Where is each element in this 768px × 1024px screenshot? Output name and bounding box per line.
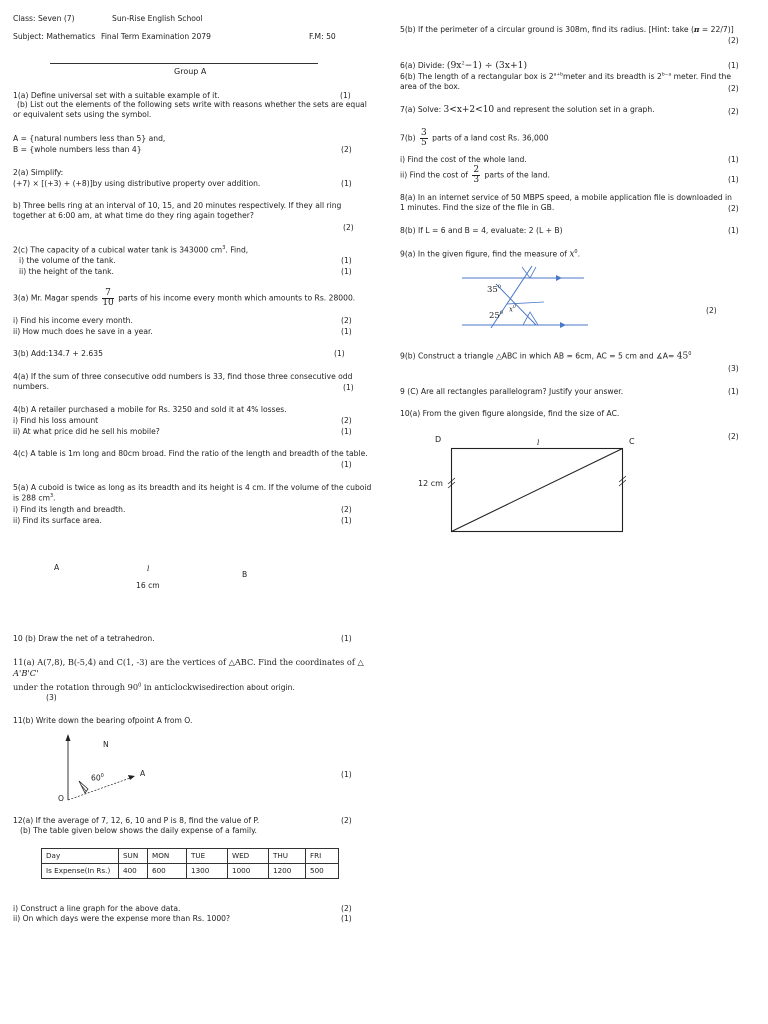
q4c-marks: (1) [341, 460, 352, 469]
table-cell: SUN [119, 849, 148, 864]
school-name: Sun-Rise English School [112, 14, 203, 23]
bearing-point-a: A [140, 769, 146, 778]
rect-label-l: l [537, 438, 540, 447]
table-cell: FRI [306, 849, 339, 864]
q5b-end: = 22/7)] [699, 25, 734, 34]
q7b-post: parts of a land cost Rs. 36,000 [432, 133, 549, 143]
q4b-i: i) Find his loss amount [13, 416, 99, 425]
q5b-pi: π [693, 25, 700, 34]
q5a-main: 5(a) A cuboid is twice as long as its breadth and its height is 4 cm. If the volume of the cuboid is 288 cm [13, 483, 372, 503]
q4b-ii-marks: (1) [341, 427, 352, 436]
table-cell: TUE [187, 849, 228, 864]
q12b-ii-marks: (1) [341, 914, 352, 923]
q7a-expression: 3<x+2<10 [443, 105, 495, 115]
q5a-i-marks: (2) [341, 505, 352, 514]
rect-label-c: C [629, 437, 635, 446]
q11a-line2: A'B'C' [13, 668, 39, 678]
fig9-angle-35 [487, 284, 501, 296]
q10a-text: 10(a) From the given figure alongside, find the size of AC. [400, 409, 620, 418]
q5a-sup: 3 [49, 492, 54, 499]
q3a-fraction [102, 289, 113, 308]
q7b-ii-marks: (1) [728, 175, 739, 184]
q4b-text: 4(b) A retailer purchased a mobile for Rs. 3250 and sold it at 4% losses. [13, 405, 287, 414]
bearing-angle-deg: 0 [100, 773, 104, 779]
bearing-angle-value: 60 [91, 773, 101, 783]
q1a-marks: (1) [340, 91, 351, 100]
table-row [42, 864, 339, 879]
q11a-line1: 11(a) A(7,8), B(-5,4) and C(1, -3) are the vertices of △ABC. Find the coordinates of △ [13, 657, 364, 667]
q7b-ii-den: 3 [473, 175, 480, 185]
q8a-text: 8(a) In an internet service of 50 MBPS speed, a mobile application file is downloaded in 1 minutes. Find the size of the file in GB. [400, 193, 732, 212]
q1b-text: (b) List out the elements of the following sets write with reasons whether the sets are equal or equivalent sets using the symbol. [13, 100, 367, 119]
q6a-marks: (1) [728, 61, 739, 70]
fig-label-a: A [54, 563, 60, 572]
fig-label-b: B [242, 570, 248, 579]
q4a-marks: (1) [343, 383, 354, 392]
q5b-marks: (2) [728, 36, 739, 45]
q7b-pre: 7(b) [400, 133, 416, 143]
q3a-pre: 3(a) Mr. Magar spends [13, 293, 98, 303]
q5a-end: . [53, 493, 56, 503]
q12b-ii: ii) On which days were the expense more than Rs. 1000? [13, 914, 231, 923]
q2c-i: i) the volume of the tank. [19, 256, 116, 265]
q2a-marks: (1) [341, 179, 352, 188]
q5a-i: i) Find its length and breadth. [13, 505, 126, 514]
q10b-marks: (1) [341, 634, 352, 643]
fig9-25-deg: 0 [499, 310, 504, 316]
set-b: B = {whole numbers less than 4} [13, 145, 142, 154]
q6b-text [400, 72, 750, 92]
q9b-deg: 0 [688, 351, 692, 357]
set-a: A = {natural numbers less than 5} and, [13, 134, 166, 143]
q2c-end: . Find, [225, 245, 249, 255]
fig9-x [509, 305, 516, 314]
header-divider [50, 63, 318, 64]
q7b-i-marks: (1) [728, 155, 739, 164]
subject-label: Subject: Mathematics [13, 32, 96, 41]
q6b-part2: meter and its breadth is 2 [562, 72, 662, 81]
q3a-den: 10 [102, 298, 114, 308]
q11a-direction: direction about origin. [210, 683, 295, 692]
q4c-text: 4(c) A table is 1m long and 80cm broad. Find the ratio of the length and breadth of the table. [13, 449, 368, 458]
q9a-end: . [577, 249, 581, 259]
q8a-marks: (2) [728, 204, 739, 213]
fig9-25-value: 25 [489, 310, 500, 321]
q5a-ii-marks: (1) [341, 516, 352, 525]
q8b-marks: (1) [728, 226, 739, 235]
q6b-part1: 6(b) The length of a rectangular box is 2 [400, 72, 554, 81]
table-cell: 600 [148, 864, 187, 879]
fig-label-16cm: 16 cm [136, 581, 160, 590]
bearing-figure [55, 733, 195, 813]
q2a-expression: (+7) × [(+3) + (+8)]by using distributive property over addition. [13, 179, 261, 188]
q7a-marks: (2) [728, 107, 739, 116]
q2c-main: 2(c) The capacity of a cubical water tank is 343000 cm [13, 245, 223, 255]
q3a-text [13, 289, 355, 308]
table-cell: WED [228, 849, 269, 864]
parallel-lines-figure [458, 262, 598, 332]
q3a-ii-marks: (1) [341, 327, 352, 336]
q9a-x: x [569, 249, 575, 260]
q9b-text [400, 351, 691, 363]
table-cell: Is Expense(In Rs.) [42, 864, 119, 879]
q5b-text [400, 25, 734, 35]
q12b-i: i) Construct a line graph for the above data. [13, 904, 181, 913]
q6a-expr-part2: −1) ÷ (3x+1) [464, 60, 528, 71]
full-marks: F.M: 50 [309, 32, 336, 41]
q7a-text [400, 105, 655, 117]
q3b-marks: (1) [334, 349, 345, 358]
class-label: Class: Seven (7) [13, 14, 75, 23]
q1b-marks: (2) [341, 145, 352, 154]
q7b-num: 3 [421, 128, 427, 138]
q6b-sup1: a+b [553, 72, 563, 78]
q2a-text: 2(a) Simplify: [13, 168, 64, 177]
table-cell: THU [269, 849, 306, 864]
q11a-deg: 0 [138, 682, 142, 689]
table-cell: 500 [306, 864, 339, 879]
bearing-origin-o: O [58, 794, 64, 803]
rectangle-figure [445, 440, 645, 540]
rect-label-12cm: 12 cm [418, 479, 443, 488]
q9a-deg: 0 [574, 249, 578, 255]
q3a-post: parts of his income every month which amounts to Rs. 28000. [118, 293, 356, 303]
q5b-main: 5(b) If the perimeter of a circular ground is 308m, find its radius. [Hint: take ( [400, 25, 694, 34]
q6a-expr-part1: (9x [446, 60, 462, 71]
q3a-i: i) Find his income every month. [13, 316, 133, 325]
q6a-text [400, 60, 527, 72]
expense-table [41, 848, 339, 879]
table-row [42, 849, 339, 864]
q10a-marks: (2) [728, 432, 739, 441]
fig9-x-value: x [509, 305, 513, 314]
q9a-text [400, 249, 580, 261]
q2c-ii: ii) the height of the tank. [19, 267, 114, 276]
fig9-x-deg: 0 [512, 305, 516, 310]
q12b-i-marks: (2) [341, 904, 352, 913]
q2c-sup: 3 [222, 245, 226, 251]
q3b-text: 3(b) Add:134.7 + 2.635 [13, 349, 103, 358]
fig9-35-deg: 0 [497, 284, 502, 290]
q6a-sup: 2 [461, 60, 465, 67]
fig-label-l: l [147, 564, 150, 573]
q9b-pre: 9(b) Construct a triangle △ABC in which AB = 6cm, AC = 5 cm and ∡A= [400, 351, 677, 361]
q6b-part3: meter. Find the area of the box. [400, 72, 732, 91]
q10b-text: 10 (b) Draw the net of a tetrahedron. [13, 634, 155, 643]
q3a-i-marks: (2) [341, 316, 352, 325]
q2b-text: b) Three bells ring at an interval of 10, 15, and 20 minutes respectively. If they all ring together at 6:00 am, at what time do they ring again together? [13, 201, 342, 220]
table-cell: 1300 [187, 864, 228, 879]
rect-label-d: D [435, 435, 442, 444]
q11b-text: 11(b) Write down the bearing ofpoint A from O. [13, 716, 193, 725]
q9a-pre: 9(a) In the given figure, find the measure of [400, 249, 570, 259]
q6b-sup2: b−a [661, 72, 672, 78]
q2c-ii-marks: (1) [341, 267, 352, 276]
q7b-i: i) Find the cost of the whole land. [400, 155, 527, 164]
fig9-35-value: 35 [487, 284, 498, 295]
q11b-marks: (1) [341, 770, 352, 779]
bearing-angle [91, 773, 104, 783]
q5a-ii: ii) Find its surface area. [13, 516, 102, 525]
q9a-marks: (2) [706, 306, 717, 315]
table-cell: 400 [119, 864, 148, 879]
q6b-marks: (2) [728, 84, 739, 93]
q4a-text: 4(a) If the sum of three consecutive odd numbers is 33, find those three consecutive odd numbers. [13, 372, 353, 391]
q1a-text: 1(a) Define universal set with a suitable example of it. [13, 91, 220, 100]
q12b-text: (b) The table given below shows the daily expense of a family. [20, 826, 257, 835]
q12a-text: 12(a) If the average of 7, 12, 6, 10 and P is 8, find the value of P. [13, 816, 260, 825]
q7b-ii [400, 166, 550, 185]
q7b-fraction [420, 129, 428, 148]
fig9-angle-25 [489, 310, 503, 322]
q11a-line3 [13, 682, 295, 693]
q7a-pre: 7(a) Solve: [400, 105, 444, 114]
group-heading: Group A [174, 67, 207, 76]
q2b-marks: (2) [343, 223, 354, 232]
q3a-ii: ii) How much does he save in a year. [13, 327, 153, 336]
q7b-den: 5 [421, 138, 427, 148]
q7b-text [400, 129, 549, 148]
q7b-ii-fraction [472, 166, 480, 185]
q12a-marks: (2) [341, 816, 352, 825]
table-cell: MON [148, 849, 187, 864]
q11a-anticlockwise: in anticlockwise [141, 682, 211, 692]
q9c-marks: (1) [728, 387, 739, 396]
q5a-text [13, 483, 373, 503]
q7b-ii-post: parts of the land. [484, 170, 550, 180]
q4b-i-marks: (2) [341, 416, 352, 425]
q9b-marks: (3) [728, 364, 739, 373]
table-cell: 1200 [269, 864, 306, 879]
bearing-n: N [103, 740, 109, 749]
q11a-marks: (3) [46, 693, 57, 702]
q2c-i-marks: (1) [341, 256, 352, 265]
exam-title: Final Term Examination 2079 [101, 32, 211, 41]
table-cell: 1000 [228, 864, 269, 879]
q9c-text: 9 (C) Are all rectangles parallelogram? Justify your answer. [400, 387, 624, 396]
q2c-text [13, 245, 248, 255]
q3a-num: 7 [102, 289, 113, 299]
q8b-text: 8(b) If L = 6 and B = 4, evaluate: 2 (L + B) [400, 226, 563, 235]
q4b-ii: ii) At what price did he sell his mobile? [13, 427, 160, 436]
q7a-post: and represent the solution set in a graph. [494, 105, 655, 114]
q11a-rot: under the rotation through 90 [13, 682, 139, 692]
table-cell: Day [42, 849, 119, 864]
q6a-pre: 6(a) Divide: [400, 61, 445, 70]
q9b-angle: 45 [676, 351, 689, 362]
q7b-ii-pre: ii) Find the cost of [400, 170, 468, 180]
q7b-ii-num: 2 [473, 165, 480, 175]
